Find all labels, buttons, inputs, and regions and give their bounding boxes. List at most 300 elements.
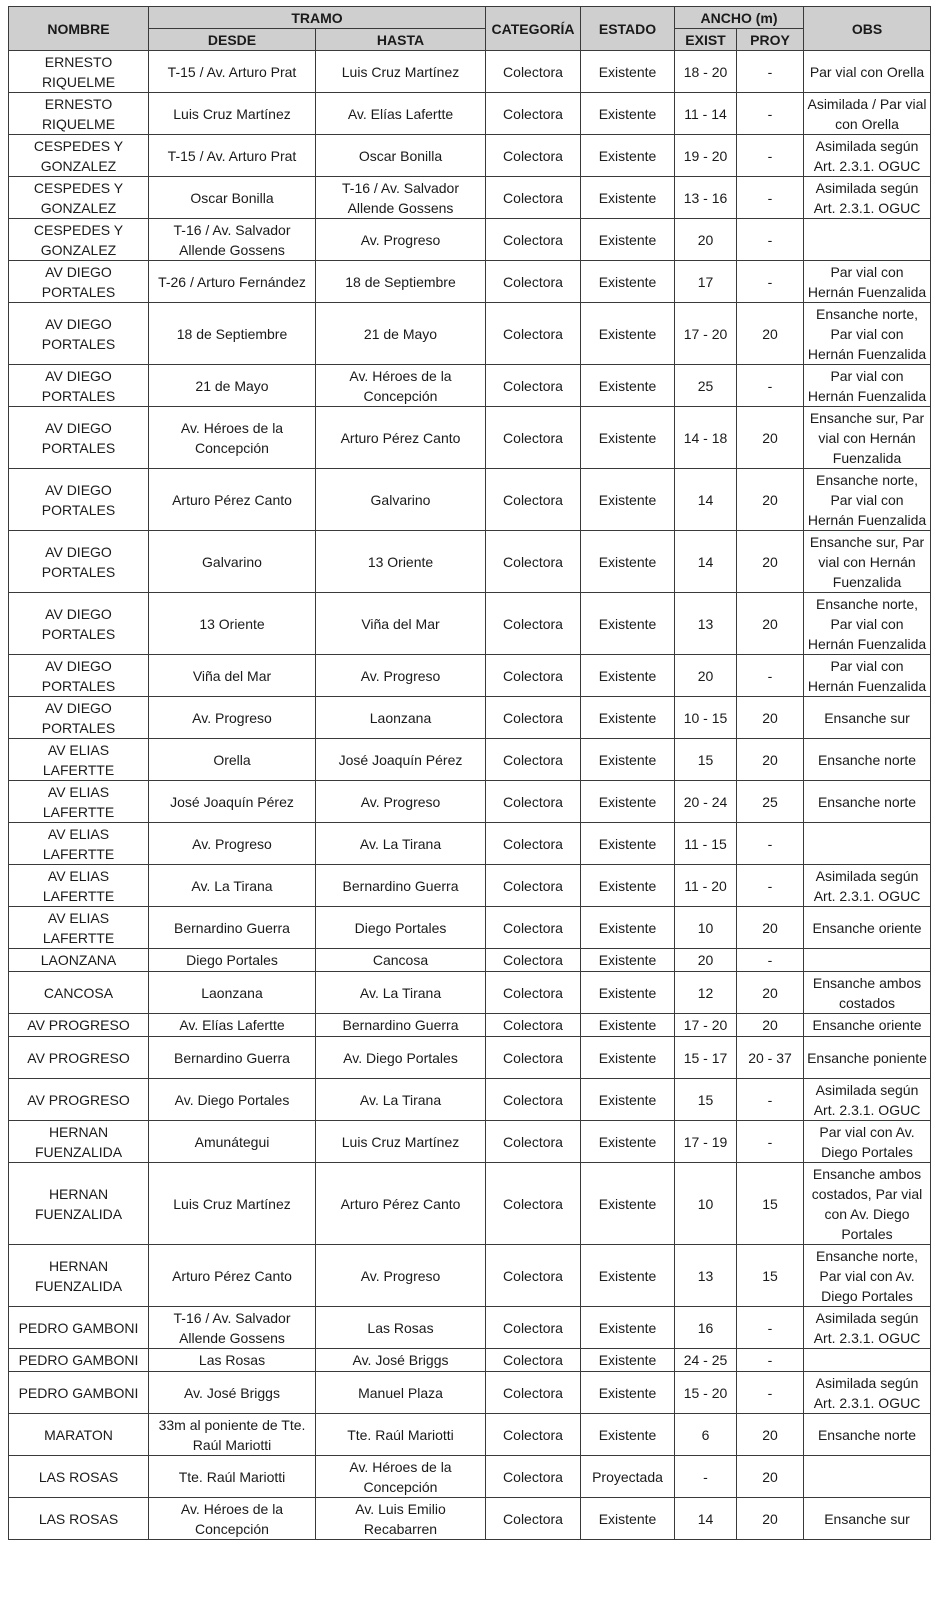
cell-hasta: José Joaquín Pérez <box>316 739 486 781</box>
cell-obs: Par vial con Hernán Fuenzalida <box>804 655 931 697</box>
cell-categoria: Colectora <box>486 823 581 865</box>
cell-desde: Diego Portales <box>149 949 316 972</box>
table-row <box>9 135 931 177</box>
cell-proy: - <box>737 865 804 907</box>
cell-desde: Av. Progreso <box>149 823 316 865</box>
cell-estado: Existente <box>581 303 675 365</box>
cell-desde: Luis Cruz Martínez <box>149 93 316 135</box>
cell-obs: Ensanche norte, Par vial con Av. Diego Portales <box>804 1245 931 1307</box>
cell-proy: - <box>737 177 804 219</box>
cell-hasta: Av. Elías Lafertte <box>316 93 486 135</box>
cell-proy: 15 <box>737 1245 804 1307</box>
cell-estado: Existente <box>581 93 675 135</box>
cell-hasta: Luis Cruz Martínez <box>316 51 486 93</box>
cell-categoria: Colectora <box>486 1037 581 1079</box>
cell-estado: Existente <box>581 1414 675 1456</box>
cell-estado: Existente <box>581 1014 675 1037</box>
cell-proy: 20 <box>737 531 804 593</box>
cell-nombre: CESPEDES Y GONZALEZ <box>9 135 149 177</box>
cell-categoria: Colectora <box>486 697 581 739</box>
cell-estado: Existente <box>581 407 675 469</box>
cell-nombre: AV PROGRESO <box>9 1079 149 1121</box>
cell-nombre: AV DIEGO PORTALES <box>9 407 149 469</box>
cell-hasta: Av. Diego Portales <box>316 1037 486 1079</box>
cell-obs: Asimilada según Art. 2.3.1. OGUC <box>804 865 931 907</box>
cell-exist: 16 <box>675 1307 737 1349</box>
cell-hasta: Cancosa <box>316 949 486 972</box>
cell-desde: T-26 / Arturo Fernández <box>149 261 316 303</box>
cell-desde: T-15 / Av. Arturo Prat <box>149 51 316 93</box>
table-row <box>9 407 931 469</box>
cell-obs: Ensanche norte, Par vial con Hernán Fuenzalida <box>804 303 931 365</box>
cell-hasta: 18 de Septiembre <box>316 261 486 303</box>
cell-proy: 25 <box>737 781 804 823</box>
cell-obs: Ensanche norte, Par vial con Hernán Fuenzalida <box>804 469 931 531</box>
cell-exist: 18 - 20 <box>675 51 737 93</box>
cell-proy: 20 <box>737 739 804 781</box>
cell-categoria: Colectora <box>486 907 581 949</box>
table-row <box>9 1307 931 1349</box>
cell-exist: - <box>675 1456 737 1498</box>
cell-exist: 15 - 20 <box>675 1372 737 1414</box>
cell-obs: Ensanche sur <box>804 697 931 739</box>
cell-categoria: Colectora <box>486 407 581 469</box>
cell-exist: 14 <box>675 531 737 593</box>
cell-desde: Av. La Tirana <box>149 865 316 907</box>
header-estado: ESTADO <box>581 7 675 51</box>
table-row <box>9 1372 931 1414</box>
cell-exist: 6 <box>675 1414 737 1456</box>
cell-categoria: Colectora <box>486 93 581 135</box>
cell-proy: - <box>737 949 804 972</box>
cell-exist: 10 <box>675 1163 737 1245</box>
header-categoria: CATEGORÍA <box>486 7 581 51</box>
table-row <box>9 1163 931 1245</box>
cell-categoria: Colectora <box>486 1414 581 1456</box>
cell-obs: Ensanche ambos costados <box>804 972 931 1014</box>
cell-nombre: AV DIEGO PORTALES <box>9 593 149 655</box>
cell-exist: 17 - 20 <box>675 1014 737 1037</box>
cell-desde: 13 Oriente <box>149 593 316 655</box>
cell-hasta: Arturo Pérez Canto <box>316 1163 486 1245</box>
cell-nombre: LAS ROSAS <box>9 1498 149 1540</box>
cell-hasta: T-16 / Av. Salvador Allende Gossens <box>316 177 486 219</box>
cell-proy: 20 <box>737 1456 804 1498</box>
cell-estado: Existente <box>581 739 675 781</box>
table-row <box>9 219 931 261</box>
cell-obs: Ensanche ambos costados, Par vial con Av. Diego Portales <box>804 1163 931 1245</box>
table-row <box>9 655 931 697</box>
table-row <box>9 531 931 593</box>
cell-estado: Existente <box>581 1245 675 1307</box>
cell-categoria: Colectora <box>486 1498 581 1540</box>
cell-hasta: Bernardino Guerra <box>316 865 486 907</box>
cell-desde: Av. Diego Portales <box>149 1079 316 1121</box>
cell-estado: Existente <box>581 1349 675 1372</box>
cell-hasta: Av. Progreso <box>316 1245 486 1307</box>
cell-nombre: CESPEDES Y GONZALEZ <box>9 219 149 261</box>
vias-table <box>8 6 931 1540</box>
cell-estado: Existente <box>581 219 675 261</box>
cell-nombre: ERNESTO RIQUELME <box>9 93 149 135</box>
cell-categoria: Colectora <box>486 949 581 972</box>
cell-categoria: Colectora <box>486 1245 581 1307</box>
header-nombre: NOMBRE <box>9 7 149 51</box>
cell-hasta: Av. La Tirana <box>316 972 486 1014</box>
cell-estado: Existente <box>581 531 675 593</box>
cell-proy: 20 <box>737 469 804 531</box>
cell-estado: Existente <box>581 1498 675 1540</box>
cell-desde: Av. Elías Lafertte <box>149 1014 316 1037</box>
table-row <box>9 823 931 865</box>
cell-exist: 10 <box>675 907 737 949</box>
table-row <box>9 177 931 219</box>
table-row <box>9 303 931 365</box>
cell-exist: 10 - 15 <box>675 697 737 739</box>
cell-hasta: Av. Héroes de la Concepción <box>316 365 486 407</box>
cell-obs: Ensanche norte, Par vial con Hernán Fuenzalida <box>804 593 931 655</box>
cell-desde: Av. Héroes de la Concepción <box>149 1498 316 1540</box>
cell-exist: 17 - 19 <box>675 1121 737 1163</box>
cell-estado: Existente <box>581 1307 675 1349</box>
cell-proy: - <box>737 261 804 303</box>
cell-obs: Ensanche oriente <box>804 907 931 949</box>
cell-exist: 17 - 20 <box>675 303 737 365</box>
cell-proy: 20 <box>737 697 804 739</box>
cell-estado: Existente <box>581 1037 675 1079</box>
cell-categoria: Colectora <box>486 865 581 907</box>
cell-categoria: Colectora <box>486 739 581 781</box>
cell-exist: 13 - 16 <box>675 177 737 219</box>
cell-exist: 17 <box>675 261 737 303</box>
cell-hasta: Laonzana <box>316 697 486 739</box>
cell-categoria: Colectora <box>486 593 581 655</box>
cell-nombre: MARATON <box>9 1414 149 1456</box>
cell-estado: Existente <box>581 261 675 303</box>
cell-nombre: AV DIEGO PORTALES <box>9 469 149 531</box>
cell-estado: Existente <box>581 1372 675 1414</box>
cell-proy: 20 <box>737 303 804 365</box>
cell-exist: 20 <box>675 655 737 697</box>
cell-desde: T-16 / Av. Salvador Allende Gossens <box>149 1307 316 1349</box>
table-row <box>9 972 931 1014</box>
cell-desde: Bernardino Guerra <box>149 907 316 949</box>
cell-estado: Existente <box>581 177 675 219</box>
cell-nombre: AV DIEGO PORTALES <box>9 365 149 407</box>
cell-proy: - <box>737 365 804 407</box>
cell-proy: 20 <box>737 407 804 469</box>
cell-desde: Las Rosas <box>149 1349 316 1372</box>
cell-exist: 13 <box>675 593 737 655</box>
cell-obs: Par vial con Hernán Fuenzalida <box>804 261 931 303</box>
header-exist: EXIST <box>675 29 737 51</box>
header-obs: OBS <box>804 7 931 51</box>
cell-desde: 18 de Septiembre <box>149 303 316 365</box>
cell-categoria: Colectora <box>486 365 581 407</box>
cell-nombre: AV DIEGO PORTALES <box>9 261 149 303</box>
cell-exist: 14 <box>675 1498 737 1540</box>
cell-exist: 20 <box>675 219 737 261</box>
cell-nombre: AV DIEGO PORTALES <box>9 655 149 697</box>
cell-hasta: Las Rosas <box>316 1307 486 1349</box>
cell-nombre: HERNAN FUENZALIDA <box>9 1163 149 1245</box>
cell-categoria: Colectora <box>486 1121 581 1163</box>
cell-exist: 12 <box>675 972 737 1014</box>
cell-obs: Par vial con Hernán Fuenzalida <box>804 365 931 407</box>
cell-exist: 19 - 20 <box>675 135 737 177</box>
cell-hasta: Av. La Tirana <box>316 1079 486 1121</box>
cell-obs: Ensanche sur, Par vial con Hernán Fuenzalida <box>804 407 931 469</box>
cell-estado: Existente <box>581 365 675 407</box>
cell-categoria: Colectora <box>486 1349 581 1372</box>
table-row <box>9 949 931 972</box>
cell-nombre: AV PROGRESO <box>9 1037 149 1079</box>
table-row <box>9 1037 931 1079</box>
cell-categoria: Colectora <box>486 303 581 365</box>
table-row <box>9 865 931 907</box>
cell-obs: Asimilada según Art. 2.3.1. OGUC <box>804 1372 931 1414</box>
cell-exist: 11 - 20 <box>675 865 737 907</box>
cell-nombre: AV DIEGO PORTALES <box>9 697 149 739</box>
cell-desde: Av. Héroes de la Concepción <box>149 407 316 469</box>
cell-obs <box>804 1456 931 1498</box>
cell-proy: - <box>737 823 804 865</box>
cell-hasta: Av. José Briggs <box>316 1349 486 1372</box>
cell-hasta: Manuel Plaza <box>316 1372 486 1414</box>
cell-proy: - <box>737 1307 804 1349</box>
cell-hasta: Av. Héroes de la Concepción <box>316 1456 486 1498</box>
cell-proy: - <box>737 1121 804 1163</box>
cell-hasta: Viña del Mar <box>316 593 486 655</box>
cell-exist: 13 <box>675 1245 737 1307</box>
table-row <box>9 739 931 781</box>
cell-hasta: Galvarino <box>316 469 486 531</box>
cell-proy: - <box>737 1079 804 1121</box>
cell-desde: Orella <box>149 739 316 781</box>
table-row <box>9 1414 931 1456</box>
cell-estado: Existente <box>581 907 675 949</box>
cell-exist: 14 - 18 <box>675 407 737 469</box>
cell-proy: - <box>737 51 804 93</box>
cell-categoria: Colectora <box>486 177 581 219</box>
table-row <box>9 907 931 949</box>
cell-exist: 15 <box>675 739 737 781</box>
table-row <box>9 93 931 135</box>
cell-hasta: Av. Progreso <box>316 219 486 261</box>
cell-estado: Existente <box>581 823 675 865</box>
cell-categoria: Colectora <box>486 1456 581 1498</box>
cell-nombre: AV ELIAS LAFERTTE <box>9 907 149 949</box>
cell-obs: Asimilada según Art. 2.3.1. OGUC <box>804 177 931 219</box>
cell-desde: Av. Progreso <box>149 697 316 739</box>
cell-obs: Asimilada según Art. 2.3.1. OGUC <box>804 1307 931 1349</box>
table-row <box>9 593 931 655</box>
cell-categoria: Colectora <box>486 781 581 823</box>
cell-exist: 20 <box>675 949 737 972</box>
cell-obs: Ensanche norte <box>804 1414 931 1456</box>
cell-categoria: Colectora <box>486 1014 581 1037</box>
cell-hasta: Av. Progreso <box>316 655 486 697</box>
cell-hasta: Arturo Pérez Canto <box>316 407 486 469</box>
cell-estado: Existente <box>581 949 675 972</box>
cell-exist: 24 - 25 <box>675 1349 737 1372</box>
cell-desde: José Joaquín Pérez <box>149 781 316 823</box>
cell-nombre: HERNAN FUENZALIDA <box>9 1245 149 1307</box>
cell-desde: Luis Cruz Martínez <box>149 1163 316 1245</box>
cell-categoria: Colectora <box>486 1307 581 1349</box>
cell-exist: 20 - 24 <box>675 781 737 823</box>
table-row <box>9 1245 931 1307</box>
cell-estado: Existente <box>581 1079 675 1121</box>
cell-categoria: Colectora <box>486 469 581 531</box>
cell-hasta: Tte. Raúl Mariotti <box>316 1414 486 1456</box>
cell-desde: 21 de Mayo <box>149 365 316 407</box>
header-ancho: ANCHO (m) <box>675 7 804 29</box>
cell-desde: T-16 / Av. Salvador Allende Gossens <box>149 219 316 261</box>
table-row <box>9 469 931 531</box>
table-header <box>9 7 931 51</box>
cell-nombre: PEDRO GAMBONI <box>9 1307 149 1349</box>
cell-hasta: 21 de Mayo <box>316 303 486 365</box>
cell-estado: Existente <box>581 51 675 93</box>
table-row <box>9 781 931 823</box>
cell-exist: 14 <box>675 469 737 531</box>
cell-estado: Existente <box>581 655 675 697</box>
cell-estado: Existente <box>581 1163 675 1245</box>
cell-nombre: AV ELIAS LAFERTTE <box>9 739 149 781</box>
table-row <box>9 261 931 303</box>
cell-nombre: HERNAN FUENZALIDA <box>9 1121 149 1163</box>
cell-nombre: LAONZANA <box>9 949 149 972</box>
cell-obs: Ensanche sur <box>804 1498 931 1540</box>
cell-nombre: PEDRO GAMBONI <box>9 1372 149 1414</box>
cell-desde: Viña del Mar <box>149 655 316 697</box>
cell-desde: Oscar Bonilla <box>149 177 316 219</box>
table-row <box>9 1349 931 1372</box>
cell-proy: 20 <box>737 1014 804 1037</box>
cell-categoria: Colectora <box>486 1163 581 1245</box>
cell-hasta: 13 Oriente <box>316 531 486 593</box>
cell-proy: 20 <box>737 1414 804 1456</box>
cell-hasta: Av. Luis Emilio Recabarren <box>316 1498 486 1540</box>
cell-categoria: Colectora <box>486 51 581 93</box>
cell-categoria: Colectora <box>486 135 581 177</box>
cell-desde: Laonzana <box>149 972 316 1014</box>
cell-obs: Ensanche sur, Par vial con Hernán Fuenzalida <box>804 531 931 593</box>
cell-obs <box>804 219 931 261</box>
cell-obs <box>804 1349 931 1372</box>
cell-obs: Asimilada / Par vial con Orella <box>804 93 931 135</box>
cell-estado: Existente <box>581 972 675 1014</box>
cell-desde: Bernardino Guerra <box>149 1037 316 1079</box>
cell-desde: Tte. Raúl Mariotti <box>149 1456 316 1498</box>
cell-desde: Amunátegui <box>149 1121 316 1163</box>
cell-desde: Galvarino <box>149 531 316 593</box>
cell-estado: Existente <box>581 697 675 739</box>
cell-categoria: Colectora <box>486 972 581 1014</box>
cell-obs: Par vial con Orella <box>804 51 931 93</box>
table-row <box>9 1498 931 1540</box>
cell-proy: 20 <box>737 972 804 1014</box>
cell-nombre: AV ELIAS LAFERTTE <box>9 823 149 865</box>
cell-estado: Existente <box>581 781 675 823</box>
cell-categoria: Colectora <box>486 531 581 593</box>
table-row <box>9 365 931 407</box>
cell-nombre: AV ELIAS LAFERTTE <box>9 865 149 907</box>
cell-hasta: Bernardino Guerra <box>316 1014 486 1037</box>
cell-desde: T-15 / Av. Arturo Prat <box>149 135 316 177</box>
cell-proy: - <box>737 93 804 135</box>
cell-estado: Existente <box>581 469 675 531</box>
cell-obs <box>804 823 931 865</box>
cell-nombre: PEDRO GAMBONI <box>9 1349 149 1372</box>
cell-categoria: Colectora <box>486 655 581 697</box>
cell-desde: Av. José Briggs <box>149 1372 316 1414</box>
table-row <box>9 1079 931 1121</box>
cell-nombre: AV DIEGO PORTALES <box>9 303 149 365</box>
cell-estado: Proyectada <box>581 1456 675 1498</box>
cell-hasta: Oscar Bonilla <box>316 135 486 177</box>
cell-nombre: AV DIEGO PORTALES <box>9 531 149 593</box>
cell-desde: Arturo Pérez Canto <box>149 1245 316 1307</box>
cell-proy: 15 <box>737 1163 804 1245</box>
table-row <box>9 1121 931 1163</box>
table-row <box>9 1014 931 1037</box>
cell-hasta: Luis Cruz Martínez <box>316 1121 486 1163</box>
cell-exist: 25 <box>675 365 737 407</box>
header-desde: DESDE <box>149 29 316 51</box>
cell-proy: 20 <box>737 1498 804 1540</box>
cell-proy: - <box>737 219 804 261</box>
table-row <box>9 1456 931 1498</box>
cell-proy: - <box>737 1372 804 1414</box>
cell-categoria: Colectora <box>486 261 581 303</box>
cell-nombre: AV ELIAS LAFERTTE <box>9 781 149 823</box>
cell-hasta: Av. La Tirana <box>316 823 486 865</box>
table-body <box>9 51 931 1540</box>
cell-estado: Existente <box>581 593 675 655</box>
cell-nombre: CESPEDES Y GONZALEZ <box>9 177 149 219</box>
cell-obs: Asimilada según Art. 2.3.1. OGUC <box>804 1079 931 1121</box>
cell-nombre: CANCOSA <box>9 972 149 1014</box>
cell-nombre: AV PROGRESO <box>9 1014 149 1037</box>
cell-obs <box>804 949 931 972</box>
cell-proy: - <box>737 1349 804 1372</box>
cell-exist: 11 - 15 <box>675 823 737 865</box>
cell-proy: - <box>737 135 804 177</box>
cell-estado: Existente <box>581 865 675 907</box>
cell-categoria: Colectora <box>486 1372 581 1414</box>
header-hasta: HASTA <box>316 29 486 51</box>
cell-proy: 20 - 37 <box>737 1037 804 1079</box>
cell-proy: 20 <box>737 593 804 655</box>
header-proy: PROY <box>737 29 804 51</box>
cell-categoria: Colectora <box>486 1079 581 1121</box>
cell-obs: Ensanche norte <box>804 739 931 781</box>
table-row <box>9 51 931 93</box>
cell-obs: Asimilada según Art. 2.3.1. OGUC <box>804 135 931 177</box>
table-row <box>9 697 931 739</box>
cell-estado: Existente <box>581 1121 675 1163</box>
cell-exist: 11 - 14 <box>675 93 737 135</box>
cell-desde: 33m al poniente de Tte. Raúl Mariotti <box>149 1414 316 1456</box>
cell-exist: 15 <box>675 1079 737 1121</box>
cell-exist: 15 - 17 <box>675 1037 737 1079</box>
cell-hasta: Av. Progreso <box>316 781 486 823</box>
cell-proy: - <box>737 655 804 697</box>
cell-estado: Existente <box>581 135 675 177</box>
cell-obs: Par vial con Av. Diego Portales <box>804 1121 931 1163</box>
